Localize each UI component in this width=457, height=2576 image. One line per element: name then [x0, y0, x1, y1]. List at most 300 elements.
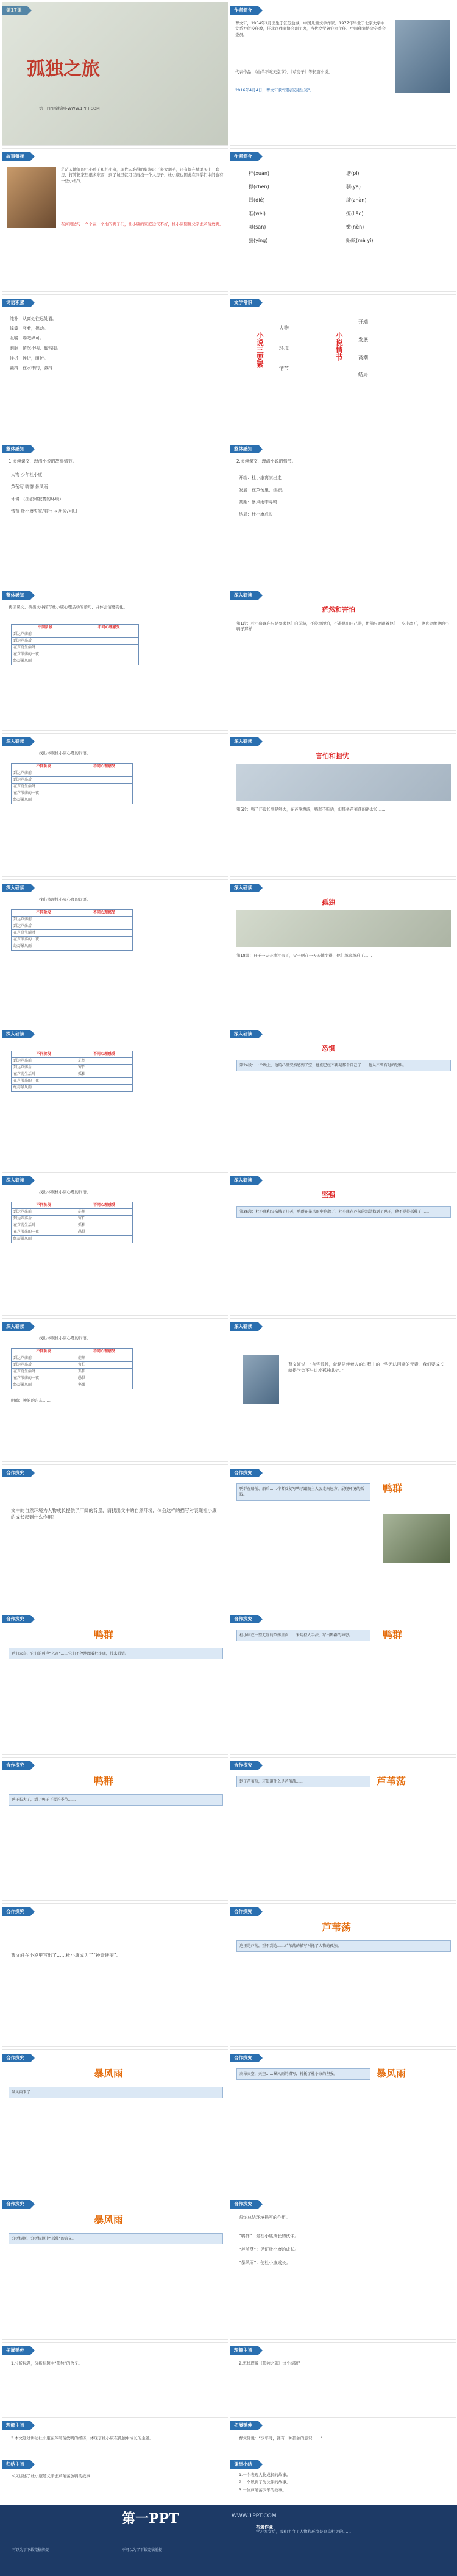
scene-text: 暴风雨来了…… — [9, 2087, 223, 2098]
feeling-title: 茫然和害怕 — [322, 606, 355, 614]
summary-item: 2.一个以鸭子为伙伴的故事。 — [239, 2480, 291, 2485]
plot-item: 开端 — [358, 319, 368, 325]
pinyin-item: 撩(liǎo) — [346, 211, 364, 216]
table-cell — [79, 658, 139, 665]
table-row — [12, 1236, 133, 1243]
slide-tag: 合作探究 — [230, 2200, 258, 2209]
slide-table-1 — [2, 587, 228, 731]
table-header-cell: 不同心理感受 — [76, 1051, 132, 1058]
slide-tag: 合作探究 — [230, 2054, 258, 2062]
author-photo — [243, 1355, 279, 1404]
table-row — [12, 1078, 133, 1085]
scene-text: 高昂天空，天空……暴风雨的描写，衬托了杜小康的坚强。 — [236, 2068, 370, 2080]
explore-question: 文中的自然环境为人物成长提供了广阔的背景，请找出文中的自然环境，体会这样的描写对表现杜小康的成长起到什么作用？ — [11, 1508, 217, 1520]
slide-read-3 — [230, 879, 456, 1023]
table-cell: 在芦荡生活时 — [12, 930, 76, 937]
slide-tag: 合作探究 — [2, 1615, 30, 1623]
slide-author — [230, 2, 456, 146]
scene-title: 暴风雨 — [94, 2214, 124, 2226]
table-cell: 经历暴风雨 — [12, 1382, 76, 1389]
pinyin-item: 驯(yā) — [346, 184, 361, 190]
slide-tag: 深入研读 — [230, 884, 258, 892]
table-note: 明确：神韵的东东…… — [11, 1398, 51, 1403]
slide-explore-1 — [2, 1464, 228, 1608]
story-text: 茫茫天地间的小小鸭子和杜小康，现代人难得的好游玩了多大羽毛，还有好在城里买上一套房，打算把家里很多东西，到了城里就可以再投一个大房子，杜小康也因此在同学们中间也有一些小名气…… — [61, 167, 224, 183]
elements-list — [279, 325, 289, 385]
table-cell — [76, 937, 132, 943]
element-item: 环境 — [279, 345, 289, 351]
table-row — [12, 1216, 133, 1222]
slide-tag: 深入研读 — [230, 591, 258, 600]
slide-tag: 深入研读 — [2, 884, 30, 892]
table-cell — [79, 645, 139, 651]
slide-title — [2, 2, 228, 146]
overview-line: 芦荡写 鸭群 暴风雨 — [11, 484, 48, 490]
overview-line: 情节 杜小康失家/前行 → 历险/回归 — [11, 509, 77, 514]
author-works: 代表作品：《山羊不吃天堂草》、《草房子》等长篇小说。 — [235, 69, 333, 74]
table-row — [12, 1355, 133, 1362]
scene-title: 鸭群 — [94, 1775, 114, 1787]
table-row — [12, 631, 139, 638]
table-cell: 孤独 — [76, 1071, 132, 1078]
slide-tag: 深入研读 — [230, 737, 258, 746]
table-header-row — [12, 1051, 133, 1058]
vocab-item: 纯朴：从离处往远处看。 — [10, 316, 57, 321]
pinyin-row — [249, 224, 444, 238]
table-cell: 到达芦荡后 — [12, 923, 76, 930]
feeling-title: 恐惧 — [322, 1045, 335, 1052]
slide-literature — [230, 294, 456, 438]
scene-text: 鸭群在船前、船后……作者反复写鸭子跟随主人公走向远方，展现环境的孤寂。 — [236, 1483, 370, 1501]
site-text: 第一PPT模板网-WWW.1PPT.COM — [39, 106, 100, 111]
slide-storm-2 — [230, 2049, 456, 2193]
pinyin-item: 唯(wéi) — [249, 211, 266, 216]
table-cell: 在芦苇荡的一夜 — [12, 1229, 76, 1236]
plot-list — [358, 319, 368, 389]
footer-col-2: 不可以为了下载完稿前提 — [122, 2548, 163, 2552]
scene-text: 分析标题，分析标题中“孤独”的含义。 — [9, 2233, 223, 2244]
slide-read-5 — [230, 1172, 456, 1316]
slide-read-1 — [230, 587, 456, 731]
slide-tag: 深入研读 — [2, 1322, 30, 1331]
scene-title: 鸭群 — [383, 1629, 403, 1641]
overview-line: 高潮：暴风雨中寻鸭 — [239, 500, 277, 505]
extend-text: 1.分析标题，分析标题中“孤独”的含义。 — [11, 2361, 82, 2366]
scene-title: 鸭群 — [383, 1483, 403, 1494]
overview-title: 2.阅读课文，理清小说的情节。 — [236, 459, 296, 464]
table-cell — [79, 651, 139, 658]
slide-tag: 理解主旨 — [230, 2346, 258, 2355]
table-row — [12, 1058, 133, 1065]
summary-list — [239, 2233, 446, 2273]
summary-item: “芦苇荡”：见证杜小康的成长。 — [239, 2247, 299, 2252]
table-cell: 在芦荡生活时 — [12, 784, 76, 790]
table-row — [12, 770, 133, 777]
feeling-title: 孤独 — [322, 898, 335, 906]
table-header-cell: 不同心理感受 — [79, 625, 139, 631]
table-cell: 到达芦荡前 — [12, 770, 76, 777]
overview-title: 1.阅读课文，理清小说的故事情节。 — [9, 459, 77, 464]
slide-reeds-2 — [230, 1903, 456, 2047]
slide-tag: 合作探究 — [2, 2054, 30, 2062]
pinyin-row — [249, 238, 444, 251]
slide-tag: 整体感知 — [2, 445, 30, 453]
homework-text: 学习本文后，我们明白了人物和环境是息息相关的…… — [256, 2529, 351, 2534]
scene-picture — [236, 764, 451, 801]
slide-tag: 合作探究 — [230, 1907, 258, 1916]
slide-tag: 拓展延伸 — [230, 2421, 258, 2430]
table-header-cell: 不同心理感受 — [76, 1349, 132, 1355]
slide-storm-3 — [2, 2196, 228, 2340]
slide-overview-2 — [230, 441, 456, 584]
pinyin-item: 萤(yíng) — [249, 238, 268, 243]
table-header-cell: 不同心理感受 — [76, 764, 132, 770]
table-cell: 经历暴风雨 — [12, 943, 76, 950]
table-cell: 在芦苇荡的一夜 — [12, 1078, 76, 1085]
table-cell: 茫然 — [76, 1209, 132, 1216]
slide-tag: 课堂小结 — [230, 2460, 258, 2469]
table-cell: 经历暴风雨 — [12, 1236, 76, 1243]
table-header-row — [12, 625, 139, 631]
table-cell: 到达芦荡后 — [12, 1065, 76, 1071]
plot-item: 高潮 — [358, 354, 368, 360]
theme-text: 2.怎样理解《孤独之旅》这个标题？ — [239, 2361, 302, 2366]
feelings-table — [11, 1051, 133, 1092]
table-header-cell: 不同阶段 — [12, 1349, 76, 1355]
slide-tag: 合作探究 — [230, 1469, 258, 1477]
summary-item: “暴风雨”：使杜小康成长。 — [239, 2260, 291, 2266]
slide-tag: 合作探究 — [230, 1761, 258, 1770]
table-row — [12, 923, 133, 930]
table-header-cell: 不同阶段 — [12, 910, 76, 917]
slide-extend-2 — [230, 2417, 456, 2502]
table-row — [12, 930, 133, 937]
table-cell: 坚强 — [76, 1382, 132, 1389]
slide-tag: 作者简介 — [230, 6, 258, 15]
table-cell — [76, 1236, 132, 1243]
table-row — [12, 1362, 133, 1369]
slide-read-2 — [230, 733, 456, 877]
element-item: 人物 — [279, 325, 289, 331]
table-cell: 到达芦荡后 — [12, 777, 76, 784]
pinyin-item: 嫩(nèn) — [346, 224, 364, 230]
table-row — [12, 777, 133, 784]
slide-tag: 深入研读 — [230, 1176, 258, 1185]
theme-text: 3.本文通过讲述杜小康在芦苇荡放鸭的经历，体现了杜小康在孤独中成长的主题。 — [11, 2436, 154, 2441]
table-cell: 到达芦荡后 — [12, 1216, 76, 1222]
summary-title: 归纳总结环境描写的作用。 — [239, 2215, 290, 2220]
extend-text: 曹文轩说：“少年时，就有一种孤独的意识……” — [239, 2436, 322, 2441]
vocab-item: 驯服：情况不明，旋转刚。 — [10, 346, 61, 351]
overview-line: 发展：在芦荡里，孤独。 — [239, 488, 286, 493]
story-highlight: 在河湾边与一个个在一个地的鸭子们，杜小康的家庭运气不好，杜小康随他父亲去芦荡放鸭。 — [61, 222, 224, 227]
overview-line: 开端：杜小康离家出走 — [239, 475, 282, 480]
feelings-table — [11, 1202, 133, 1243]
scene-text: 鸭子长大了，到了鸭子下蛋的季节…… — [9, 1794, 223, 1806]
slide-ducks-2 — [2, 1611, 228, 1755]
table-cell — [76, 770, 132, 777]
table-cell: 到达芦荡后 — [12, 638, 79, 645]
table-header-cell: 不同心理感受 — [76, 910, 132, 917]
table-cell: 在芦荡生活时 — [12, 1071, 76, 1078]
table-cell — [76, 784, 132, 790]
overview-lines — [11, 472, 218, 521]
summary-item: 3.一位芦苇荡少年的故事。 — [239, 2487, 286, 2493]
table-cell: 恐惧 — [76, 1229, 132, 1236]
vocab-item: 撑篙：竖着，撑动。 — [10, 326, 48, 332]
feelings-table — [11, 624, 139, 665]
table-header-cell: 不同阶段 — [12, 764, 76, 770]
table-prompt: 再读课文，找出文中描写杜小康心理活动的语句，并体会情感变化。 — [9, 605, 127, 609]
slide-tag: 合作探究 — [230, 1615, 258, 1623]
table-row — [12, 638, 139, 645]
scene-text: 杜小康在一望无际的芦荡里面……采用拟人手法，写出鸭群的神态。 — [236, 1630, 370, 1641]
table-cell: 在芦荡生活时 — [12, 1222, 76, 1229]
scene-title: 芦苇荡 — [322, 1921, 352, 1933]
table-cell: 在芦荡生活时 — [12, 645, 79, 651]
vocab-list — [10, 316, 217, 375]
explore-text: 曹文轩在小说里写出了……杜小康成为了“神奇转变”。 — [11, 1953, 121, 1958]
slide-quote — [230, 1318, 456, 1462]
slide-tag: 理解主旨 — [2, 2421, 30, 2430]
scene-text: 鸭们大喜，它们的叫声“兴奋”……它们不停地跟着杜小康，带来希望。 — [9, 1648, 223, 1659]
plot-item: 结局 — [358, 372, 368, 378]
table-cell: 到达芦荡后 — [12, 1362, 76, 1369]
scene-picture — [236, 910, 451, 947]
table-cell: 茫然 — [76, 1058, 132, 1065]
pinyin-row — [249, 184, 444, 197]
slide-tag: 整体感知 — [230, 445, 258, 453]
table-row — [12, 1065, 133, 1071]
plot-item: 发展 — [358, 336, 368, 342]
slide-pinyin — [230, 148, 456, 292]
pinyin-item: 嗔(sān) — [249, 224, 266, 230]
elements-label: 小说三要素 — [255, 332, 264, 368]
vocab-item: 颤抖：在水中的，激抖 — [10, 365, 52, 371]
feeling-text: 第36段：杜小康和父亲找了几天，鸭群在暴风雨中跑散了。杜小康在芦荡的深处找到了鸭子，他不觉得孤独了…… — [236, 1206, 451, 1218]
overview-line: 结局：杜小康成长 — [239, 512, 273, 517]
pinyin-item: 秆(xuán) — [249, 171, 270, 176]
slide-tag: 文学常识 — [230, 299, 258, 307]
table-cell — [76, 790, 132, 797]
pinyin-item: 塘(pǐ) — [346, 171, 360, 176]
slide-theme-1 — [230, 2342, 456, 2415]
table-row — [12, 1382, 133, 1389]
table-cell: 到达芦荡前 — [12, 631, 79, 638]
table-prompt: 找出体现杜小康心理的词语。 — [39, 897, 91, 902]
table-cell: 在芦苇荡的一夜 — [12, 1375, 76, 1382]
table-header-row — [12, 910, 133, 917]
table-row — [12, 917, 133, 923]
table-cell — [79, 631, 139, 638]
slide-story — [2, 148, 228, 292]
table-cell: 害怕 — [76, 1216, 132, 1222]
table-row — [12, 797, 133, 804]
pinyin-row — [249, 171, 444, 184]
table-header-row — [12, 1349, 133, 1355]
table-cell: 害怕 — [76, 1362, 132, 1369]
homework-tag: 布置作业 — [256, 2525, 273, 2530]
feeling-title: 害怕和担忧 — [316, 752, 349, 760]
table-cell: 孤独 — [76, 1222, 132, 1229]
slide-table-4 — [2, 1026, 228, 1169]
scene-text: 这里是芦荡，望不到边……芦苇荡的描写衬托了人物的孤独。 — [236, 1940, 451, 1952]
table-cell — [76, 943, 132, 950]
table-row — [12, 651, 139, 658]
feeling-text: 第24段：一个晚上，他的心里突然感到了空，他们已经不再是那个自己了……他从不曾有过的恐惧。 — [236, 1060, 451, 1071]
pinyin-item: 绽(zhàn) — [346, 197, 367, 203]
slide-ducks-1 — [230, 1464, 456, 1608]
table-row — [12, 1375, 133, 1382]
table-row — [12, 645, 139, 651]
author-award: 2016年4月4日，曹文轩获“国际安徒生奖”。 — [235, 88, 314, 93]
slide-tag: 整体感知 — [2, 591, 30, 600]
story-picture — [7, 167, 56, 228]
slide-tag: 合作探究 — [2, 1761, 30, 1770]
table-header-cell: 不同心理感受 — [76, 1202, 132, 1209]
table-row — [12, 1085, 133, 1091]
element-item: 情节 — [279, 365, 289, 371]
slide-tag: 故事链接 — [2, 152, 30, 161]
table-cell: 在芦荡生活时 — [12, 1369, 76, 1375]
slide-tag: 归纳主旨 — [2, 2460, 30, 2469]
table-cell: 到达芦荡前 — [12, 1355, 76, 1362]
table-header-row — [12, 764, 133, 770]
slide-tag: 拓展延伸 — [2, 2346, 30, 2355]
feeling-text: 第1段：杜小康现在只是要求他们向前游，不停地漂泊，不准他们自己游，仿佛只要跟着他们一步步离开，他也会像他的小鸭子那样…… — [236, 621, 449, 632]
feelings-table — [11, 909, 133, 951]
table-prompt: 找出体现杜小康心理的词语。 — [39, 751, 91, 756]
feelings-table — [11, 763, 133, 804]
slide-tag: 深入研读 — [2, 1030, 30, 1038]
feeling-text: 第5段：鸭子还没长到足够大，在芦荡漂游，鸭群不听话，但那条芦苇荡的路太长…… — [236, 807, 386, 812]
slide-tag: 合作探究 — [2, 1469, 30, 1477]
summary-list — [239, 2472, 446, 2495]
summary-item: “鸭群”：是杜小康成长的伙伴。 — [239, 2234, 299, 2238]
slide-theme-2 — [2, 2417, 228, 2502]
table-cell: 孤独 — [76, 1369, 132, 1375]
slide-ducks-4 — [2, 1757, 228, 1901]
slide-overview-1 — [2, 441, 228, 584]
table-cell: 在芦苇荡的一夜 — [12, 937, 76, 943]
slide-vocab — [2, 294, 228, 438]
overview-line: 人物 少年杜小康 — [11, 472, 43, 477]
author-intro: 曹文轩，1954年1月出生于江苏盐城，中国儿童文学作家。1977年毕业于北京大学中文系并留校任教，任北京作家协会副主席，当代文学研究室主任、中国作家协会全委会委员。 — [235, 21, 386, 37]
vocab-item: 咀嚼：嚼吧碎可。 — [10, 336, 44, 341]
slide-extend-1 — [2, 2342, 228, 2415]
summary-item: 1.一个表现人物成长的故事。 — [239, 2472, 291, 2477]
table-cell — [76, 797, 132, 804]
table-row — [12, 1071, 133, 1078]
feelings-table — [11, 1348, 133, 1389]
slide-table-3 — [2, 879, 228, 1023]
slide-tag: 深入研读 — [2, 737, 30, 746]
table-cell: 在芦苇荡的一夜 — [12, 651, 79, 658]
table-cell — [76, 777, 132, 784]
slide-table-2 — [2, 733, 228, 877]
table-cell: 经历暴风雨 — [12, 797, 76, 804]
feeling-title: 坚强 — [322, 1191, 335, 1199]
slide-explore-2 — [2, 1903, 228, 2047]
pinyin-item: 撑(chēn) — [249, 184, 269, 190]
author-photo — [395, 20, 450, 93]
table-row — [12, 790, 133, 797]
lesson-title: 孤独之旅 — [27, 59, 100, 80]
table-prompt: 找出体现杜小康心理的词语。 — [39, 1190, 91, 1194]
slide-tag: 合作探究 — [2, 1907, 30, 1916]
overview-line: 环境 （孤独和寂寞的环境） — [11, 497, 64, 502]
table-row — [12, 1369, 133, 1375]
table-header-cell: 不同阶段 — [12, 625, 79, 631]
table-cell: 茫然 — [76, 1355, 132, 1362]
end-title: 第一PPT — [122, 2511, 179, 2527]
table-row — [12, 1229, 133, 1236]
slide-tag: 深入研读 — [2, 1176, 30, 1185]
table-row — [12, 784, 133, 790]
table-header-cell: 不同阶段 — [12, 1202, 76, 1209]
footer — [0, 2505, 457, 2576]
quote-text: 曹文轩说：“有些孤独，就是陪伴着人的过程中的一些无法回避的元素，我们要成长就得学会不与过度孤独共处。” — [288, 1362, 444, 1374]
table-cell: 在芦苇荡的一夜 — [12, 790, 76, 797]
scene-title: 芦苇荡 — [377, 1775, 406, 1787]
slide-storm-1 — [2, 2049, 228, 2193]
table-cell: 恐惧 — [76, 1375, 132, 1382]
duck-picture — [383, 1514, 450, 1563]
slide-summary-env — [230, 2196, 456, 2340]
pinyin-list — [249, 171, 444, 251]
table-row — [12, 937, 133, 943]
table-cell: 经历暴风雨 — [12, 1085, 76, 1091]
table-cell — [76, 1085, 132, 1091]
feeling-text: 第18段：日子一天天地过去了，父子俩在一天天地变得，他们越来越难了…… — [236, 953, 372, 958]
slide-tag: 作者简介 — [230, 152, 258, 161]
slide-tag: 合作探究 — [2, 2200, 30, 2209]
slide-reeds-1 — [230, 1757, 456, 1901]
table-header-row — [12, 1202, 133, 1209]
scene-text: 到了芦苇荡，才知道什么是芦苇荡…… — [236, 1776, 370, 1787]
slide-tag: 词语积累 — [2, 299, 30, 307]
slide-table-6 — [2, 1318, 228, 1462]
table-header-cell: 不同阶段 — [12, 1051, 76, 1058]
table-row — [12, 943, 133, 950]
table-row — [12, 1209, 133, 1216]
slide-tag: 深入研读 — [230, 1322, 258, 1331]
pinyin-row — [249, 211, 444, 224]
pinyin-item: 蚂蚁(mǎ yǐ) — [346, 238, 374, 243]
plot-label: 小说情节 — [335, 332, 344, 361]
table-row — [12, 658, 139, 665]
end-subtitle: WWW.1PPT.COM — [232, 2513, 277, 2519]
table-prompt: 找出体现杜小康心理的词语。 — [39, 1336, 91, 1341]
table-cell: 到达芦荡前 — [12, 917, 76, 923]
footer-col-1: 可以为了下载完稿前提 — [12, 2548, 49, 2552]
pinyin-item: 凹(dié) — [249, 197, 265, 203]
theme-text: 本文讲述了杜小康随父亲去芦苇荡放鸭的故事…… — [11, 2474, 98, 2478]
table-cell — [76, 930, 132, 937]
table-cell: 经历暴风雨 — [12, 658, 79, 665]
slide-ducks-3 — [230, 1611, 456, 1755]
table-cell: 害怕 — [76, 1065, 132, 1071]
table-cell — [79, 638, 139, 645]
table-cell — [76, 923, 132, 930]
slide-tag: 深入研读 — [230, 1030, 258, 1038]
table-row — [12, 1222, 133, 1229]
table-cell — [76, 917, 132, 923]
pinyin-row — [249, 197, 444, 211]
scene-title: 鸭群 — [94, 1629, 114, 1641]
vocab-item: 挫折：挫折，阻折。 — [10, 355, 48, 361]
slide-table-5 — [2, 1172, 228, 1316]
